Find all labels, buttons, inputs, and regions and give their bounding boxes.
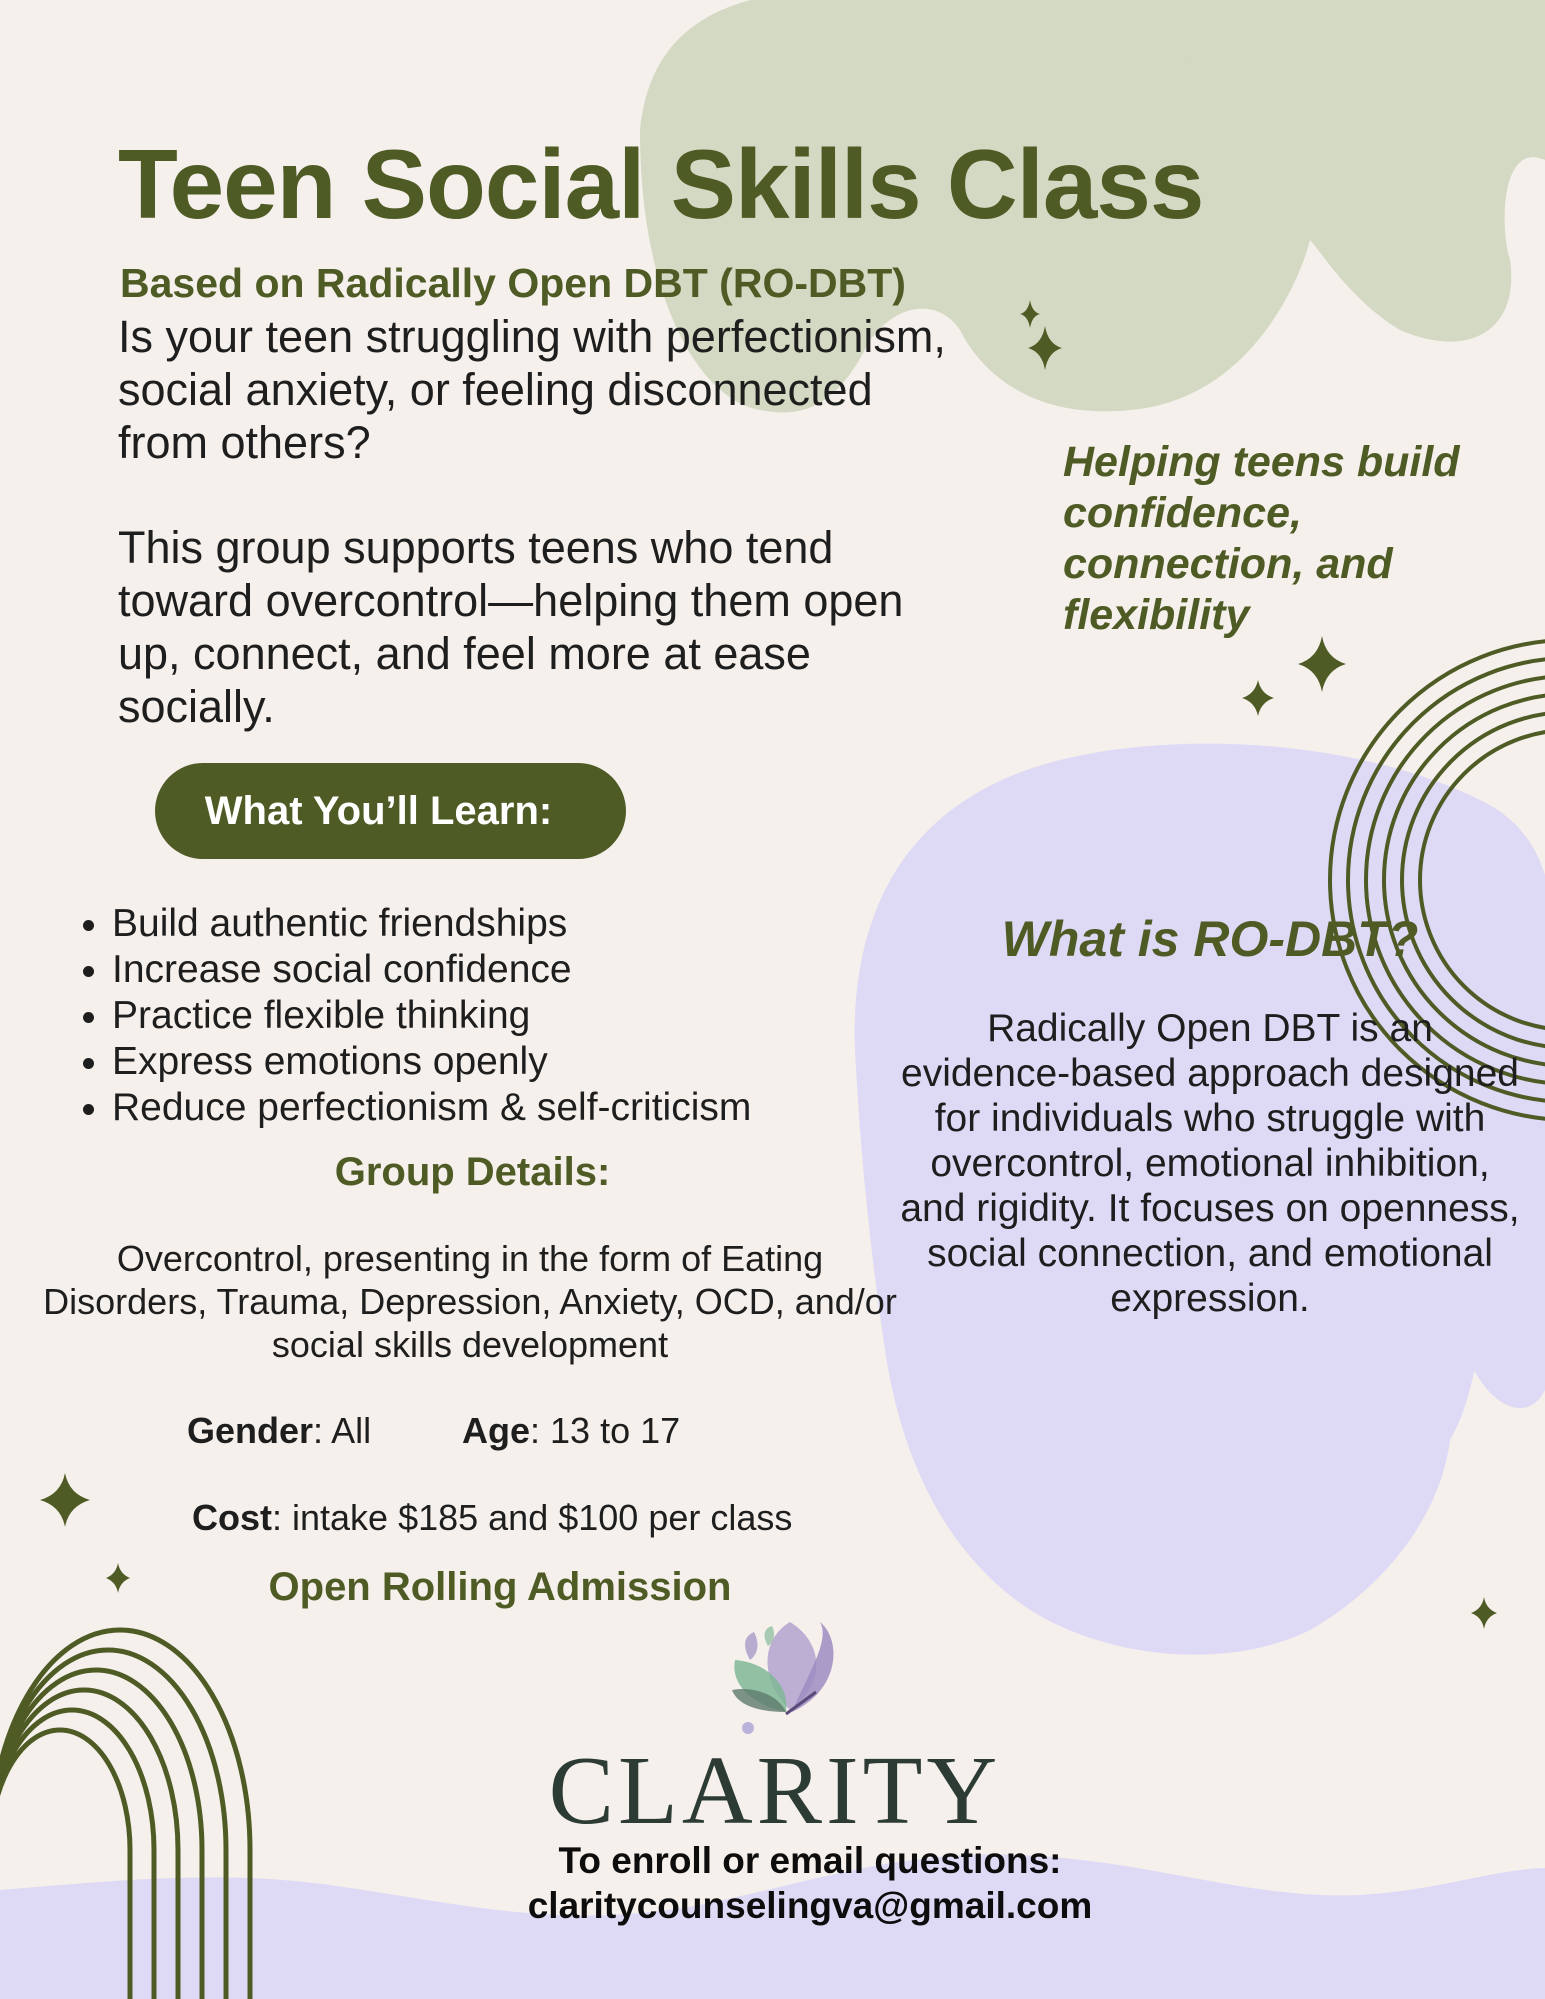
enroll-prompt: To enroll or email questions: [558,1840,1062,1881]
four-point-star-icon [1471,1597,1497,1629]
intro-paragraph: Is your teen struggling with perfectionism, social anxiety, or feeling disconnected from others? [118,311,946,468]
cost-value: : intake $185 and $100 per class [272,1497,793,1538]
contact-block [340,1838,1280,1928]
cost-row [192,1497,792,1539]
list-item: • Increase social confidence [112,947,751,993]
group-details-heading: Group Details: [334,1150,611,1194]
cost-label: Cost [192,1497,272,1538]
group-details-description: Overcontrol, presenting in the form of Eating Disorders, Trauma, Depression, Anxiety, OCD, and/or social skills development [43,1238,897,1365]
list-item: • Build authentic friendships [112,901,751,947]
page-title: Teen Social Skills Class [118,129,1204,239]
four-point-star-icon [40,1473,90,1527]
ro-dbt-description: Radically Open DBT is an evidence-based approach designed for individuals who struggle with overcontrol, emotional inhibition, and rigidity. It focuses on openness, social connection, and emotional expression. [900,1007,1520,1320]
butterfly-leaf-icon [732,1622,833,1734]
list-item: • Express emotions openly [112,1039,751,1085]
age-row [462,1410,680,1452]
list-item: • Practice flexible thinking [112,993,751,1039]
intro-text [118,310,948,785]
gender-label: Gender [187,1410,314,1451]
ro-dbt-heading: What is RO-DBT? [1001,911,1419,967]
four-point-star-icon [1242,680,1274,716]
admission-note: Open Rolling Admission [268,1565,732,1609]
list-item: • Reduce perfectionism & self-criticism [112,1085,751,1131]
intro-paragraph: This group supports teens who tend toward overcontrol—helping them open up, connect, and feel more at ease socially. [118,522,904,732]
age-value: : 13 to 17 [530,1410,681,1451]
logo-wordmark: CLARITY [548,1737,1002,1845]
gender-value: : All [313,1410,372,1451]
age-label: Age [462,1410,531,1451]
email-address[interactable]: claritycounselingva@gmail.com [527,1885,1093,1926]
learn-list [60,901,751,1131]
learn-heading-pill: What You’ll Learn: [155,763,626,859]
tagline: Helping teens build confidence, connection, and flexibility [1063,438,1460,639]
page-subtitle: Based on Radically Open DBT (RO-DBT) [120,260,906,306]
gender-row [187,1410,371,1452]
four-point-star-icon [1298,636,1346,692]
